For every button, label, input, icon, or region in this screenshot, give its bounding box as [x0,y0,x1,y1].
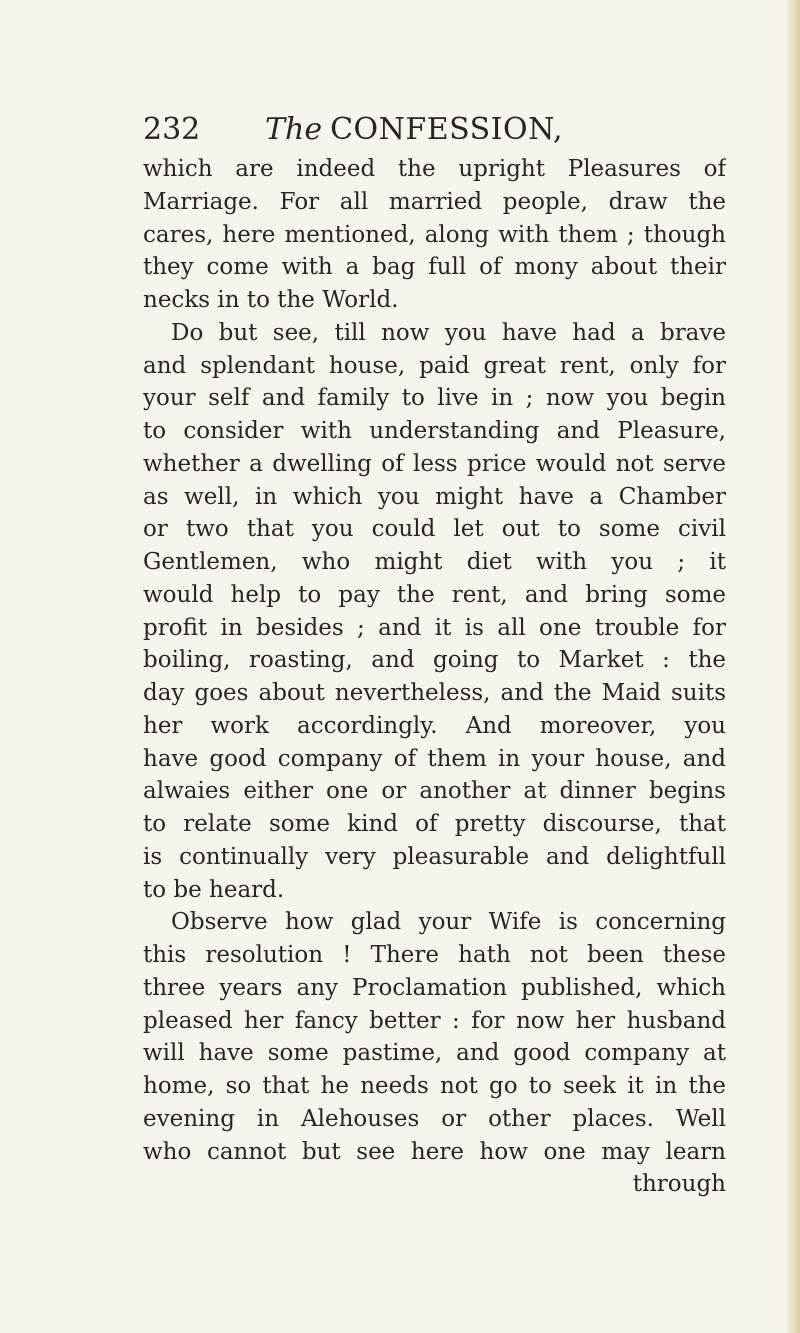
running-header [143,108,723,152]
text-line: Marriage. For all married people, draw the [143,188,726,215]
text-line: or two that you could let out to some civil [143,516,726,543]
text-line: alwaies either one or another at dinner begins [143,778,726,805]
text-line: Observe how glad your Wife is concerning [171,909,726,936]
header-title-italic: The [265,112,323,147]
text-line: her work accordingly. And moreover, you [143,712,726,739]
header-title: CONFESSION, [330,112,563,147]
text-line: to consider with understanding and Pleasure, [143,418,726,444]
text-line: your self and family to live in ; now you begin [143,385,726,412]
text-line: whether a dwelling of less price would not serve [143,450,726,477]
page-number: 232 [143,112,201,147]
text-line: is continually very pleasurable and delightfull [143,843,726,870]
text-line: evening in Alehouses or other places. Well [143,1105,726,1132]
text-line: three years any Proclamation published, which [143,974,726,1001]
text-line: who cannot but see here how one may learn [143,1138,726,1165]
text-line: home, so that he needs not go to seek it in the [143,1073,726,1099]
text-line: would help to pay the rent, and bring some [143,581,726,608]
text-line: have good company of them in your house, and [143,745,726,772]
text-line: to be heard. [143,876,285,903]
catchword: through [632,1171,726,1198]
text-line: which are indeed the upright Pleasures of [143,156,726,182]
text-line: boiling, roasting, and going to Market : the [143,647,726,674]
text-line: as well, in which you might have a Chamber [143,483,726,510]
text-line: Do but see, till now you have had a brave [171,319,726,346]
text-line: cares, here mentioned, along with them ; though [143,221,726,248]
body-text [143,153,726,1201]
text-line: and splendant house, paid great rent, only for [143,352,726,379]
text-line: Gentlemen, who might diet with you ; it [143,549,726,575]
text-line: necks in to the World. [143,287,399,313]
text-line: profit in besides ; and it is all one trouble for [143,614,726,641]
page-edge [786,0,800,1333]
text-line: this resolution ! There hath not been these [143,942,726,968]
text-line: day goes about nevertheless, and the Maid suits [143,680,726,706]
text-line: will have some pastime, and good company at [143,1040,726,1067]
text-line: they come with a bag full of mony about their [143,254,726,281]
text-line: to relate some kind of pretty discourse, that [143,811,726,837]
text-line: pleased her fancy better : for now her husband [143,1007,726,1034]
